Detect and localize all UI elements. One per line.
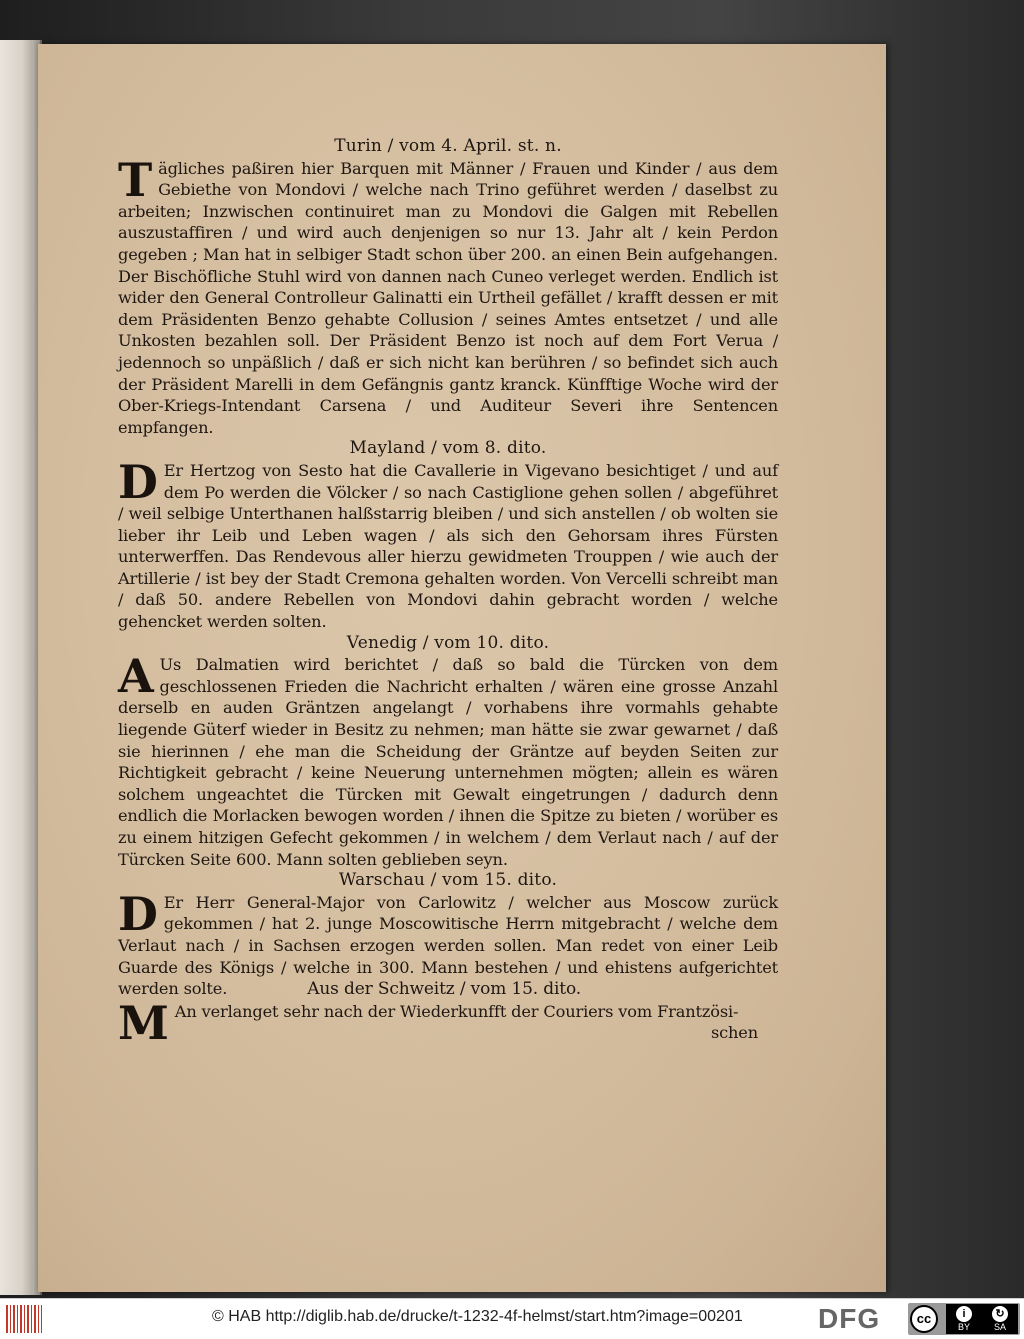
creative-commons-badge[interactable]: [908, 1303, 1020, 1335]
catchword: schen: [710, 1023, 758, 1043]
drop-cap: D: [118, 454, 158, 509]
sa-icon: ↻ SA: [982, 1304, 1018, 1334]
book-edge: [0, 40, 42, 1295]
drop-cap: D: [118, 886, 158, 941]
section-heading: Warschau / vom 15. dito.: [338, 870, 558, 891]
section-text: ägliches paßiren hier Barquen mit Männer / Frauen und Kinder / aus dem Gebiethe von Mondovi / welche nach Trino geführet werden / daselbst zu arbeiten; Inzwischen continuiret man zu Mondovi die Galgen mit Rebellen auszustaffiren / und wird auch denjenigen so nur 13. Jahr alt / kein Perdon gegeben ; Man hat in selbiger Stadt schon über 200. an einen Bein aufgehangen. Der Bischöfliche Stuhl wird von dannen nach Cuneo verleget werden. Endlich ist wider den General Controlleur Galinatti ein Urtheil gefället / krafft dessen er mit dem Präsidenten Benzo gehabte Collusion / seines Amtes entsetzet / und alle Unkosten bezahlen soll. Der Präsident Benzo ist noch auf dem Fort Verua / jedennoch so unpäßlich / daß er sich nicht kan berühren / so befindet sich auch der Präsident Marelli in dem Gefängnis gantz kranck. Künfftige Woche wird der Ober-Kriegs-Intendant Carsena / und Auditeur Severi ihre Sentencen empfangen.: [118, 158, 778, 437]
section-body: [118, 649, 778, 870]
dfg-logo-icon: DFG: [818, 1303, 881, 1334]
section-heading: Venedig / vom 10. dito.: [346, 632, 550, 653]
section-body: [118, 454, 778, 633]
drop-cap: A: [118, 649, 154, 704]
by-icon: i BY: [946, 1304, 982, 1334]
drop-cap: T: [118, 152, 153, 207]
section-heading-inline: Aus der Schweitz / vom 15. dito.: [307, 979, 582, 1000]
sa-label: SA: [993, 1322, 1006, 1332]
section-text: An verlanget sehr nach der Wiederkunfft der Couriers vom Frantzösi-: [174, 1001, 739, 1021]
section-text: Er Herr General-Major von Carlowitz / welcher aus Moscow zurück gekommen / hat 2. junge Moscowitische Herrn mitgebracht / welche dem Verlaut nach / in Sachsen erzogen werden sollen. Man redet von einer Leib Guarde des Königs / welche in 300. Mann bestehen / und ehistens aufgerichtet werden solte.: [118, 892, 778, 999]
drop-cap: M: [118, 995, 169, 1050]
text-column: [118, 136, 778, 1050]
by-label: BY: [957, 1322, 970, 1332]
section-heading: Mayland / vom 8. dito.: [349, 438, 547, 459]
section-text: Er Hertzog von Sesto hat die Cavallerie in Vigevano besichtiget / und auf dem Po werden die Völcker / so nach Castiglione gehen sollen / abgeführet / weil selbige Unterthanen halßstarrig bleiben / und sich anstellen / ob wolten sie lieber ihr Leib und Leben wagen / als sich den Gehorsam ihres Fürsten unterwerffen. Das Rendevous aller hierzu gewidmeten Trouppen / wie auch der Artillerie / ist bey der Stadt Cremona gehalten worden. Von Vercelli schreibt man / daß 50. andere Rebellen von Mondovi dahin gebracht worden / welche gehencket werden solten.: [118, 460, 778, 632]
copyright-link[interactable]: © HAB http://diglib.hab.de/drucke/t-1232-4f-helmst/start.htm?image=00201: [212, 1308, 743, 1325]
footer-bar: [0, 1298, 1024, 1339]
section-text: Us Dalmatien wird berichtet / daß so bald die Türcken von dem geschlossenen Frieden die Nachricht erhalten / wären eine grosse Anzahl derselb en auden Gräntzen angelangt / vorhabens ihre vormahls gehabte liegende Güterf wieder in Besitz zu nehmen; man hätte sie zwar gewarnet / daß sie hierinnen / ehe man die Scheidung der Gräntze auf beyden Seiten zur Richtigkeit gebracht / keine Neuerung unternehmen mögten; allein es wären solchem ungeachtet die Türcken mit Gewalt eingetrungen / dadurch denn endlich die Morlacken bewogen worden / ihnen die Spitze zu bieten / worüber es zu einem hitzigen Gefecht gekommen / in welchem / dem Verlaut nach / auf der Türcken Seite 600. Mann solten geblieben seyn.: [118, 655, 778, 869]
section-body: [118, 886, 778, 1001]
barcode-logo-icon: [6, 1305, 42, 1333]
section-heading: Turin / vom 4. April. st. n.: [334, 136, 562, 156]
section-body: [118, 152, 778, 439]
creative-commons-icon: cc: [910, 1305, 938, 1333]
document-page: [38, 44, 886, 1292]
